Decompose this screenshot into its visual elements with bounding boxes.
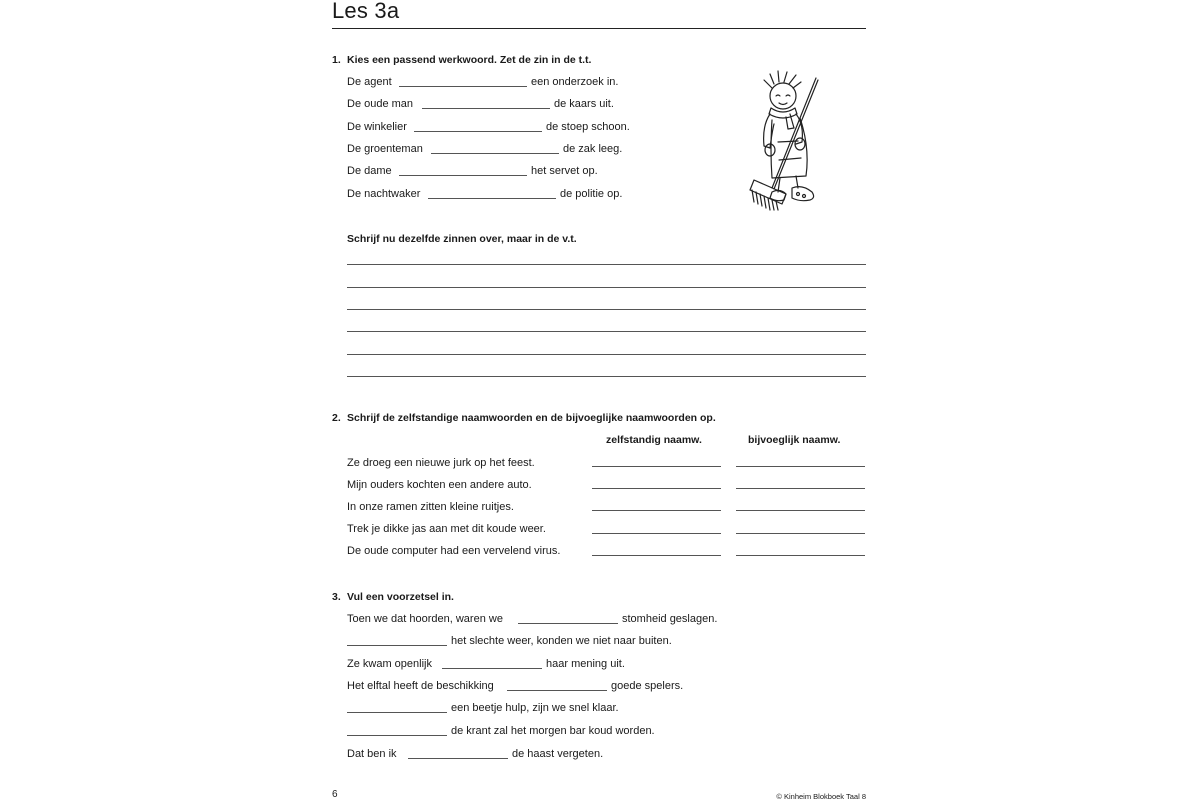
ex3-row-after: het slechte weer, konden we niet naar buiten. bbox=[451, 635, 672, 647]
ex2-sentence: Ze droeg een nieuwe jurk op het feest. bbox=[347, 457, 535, 469]
ex1-row-after: de stoep schoon. bbox=[546, 121, 630, 133]
writing-line[interactable] bbox=[347, 309, 866, 310]
ex3-row-after: een beetje hulp, zijn we snel klaar. bbox=[451, 702, 619, 714]
ex3-answer-line[interactable] bbox=[347, 645, 447, 646]
adjective-answer-line[interactable] bbox=[736, 510, 865, 511]
ex3-row-before: Dat ben ik bbox=[347, 748, 397, 760]
ex2-sentence: De oude computer had een vervelend virus. bbox=[347, 545, 561, 557]
boy-with-broom-illustration bbox=[746, 70, 828, 212]
ex1-row-after: de politie op. bbox=[560, 188, 623, 200]
ex3-answer-line[interactable] bbox=[347, 712, 447, 713]
adjective-answer-line[interactable] bbox=[736, 533, 865, 534]
exercise-2-heading: Schrijf de zelfstandige naamwoorden en de bijvoeglijke naamwoorden op. bbox=[347, 412, 716, 424]
exercise-3-heading: Vul een voorzetsel in. bbox=[347, 591, 454, 603]
ex3-answer-line[interactable] bbox=[408, 758, 508, 759]
exercise-1-heading: Kies een passend werkwoord. Zet de zin in de t.t. bbox=[347, 54, 592, 66]
column-header-zelfstandig: zelfstandig naamw. bbox=[606, 434, 702, 446]
ex3-answer-line[interactable] bbox=[507, 690, 607, 691]
ex1-row-before: De groenteman bbox=[347, 143, 423, 155]
ex1-answer-line[interactable] bbox=[399, 86, 527, 87]
ex1-row-before: De winkelier bbox=[347, 121, 407, 133]
ex3-row-after: de haast vergeten. bbox=[512, 748, 604, 760]
ex1-answer-line[interactable] bbox=[428, 198, 556, 199]
ex2-sentence: In onze ramen zitten kleine ruitjes. bbox=[347, 501, 514, 513]
adjective-answer-line[interactable] bbox=[736, 488, 865, 489]
ex3-row-after: goede spelers. bbox=[611, 680, 684, 692]
adjective-answer-line[interactable] bbox=[736, 466, 865, 467]
noun-answer-line[interactable] bbox=[592, 466, 721, 467]
noun-answer-line[interactable] bbox=[592, 510, 721, 511]
exercise-3-number: 3. bbox=[332, 591, 341, 603]
ex1-row-before: De nachtwaker bbox=[347, 188, 421, 200]
column-header-bijvoeglijk: bijvoeglijk naamw. bbox=[748, 434, 841, 446]
ex1-answer-line[interactable] bbox=[399, 175, 527, 176]
ex3-row-after: stomheid geslagen. bbox=[622, 613, 718, 625]
ex3-answer-line[interactable] bbox=[518, 623, 618, 624]
noun-answer-line[interactable] bbox=[592, 533, 721, 534]
worksheet-page bbox=[332, 0, 866, 800]
writing-line[interactable] bbox=[347, 376, 866, 377]
ex3-row-before: Het elftal heeft de beschikking bbox=[347, 680, 494, 692]
exercise-1-number: 1. bbox=[332, 54, 341, 66]
ex2-sentence: Trek je dikke jas aan met dit koude weer. bbox=[347, 523, 546, 535]
page-number: 6 bbox=[332, 789, 338, 800]
noun-answer-line[interactable] bbox=[592, 488, 721, 489]
ex3-row-after: haar mening uit. bbox=[546, 658, 625, 670]
ex1-answer-line[interactable] bbox=[414, 131, 542, 132]
ex1-answer-line[interactable] bbox=[422, 108, 550, 109]
ex1-answer-line[interactable] bbox=[431, 153, 559, 154]
ex3-answer-line[interactable] bbox=[442, 668, 542, 669]
adjective-answer-line[interactable] bbox=[736, 555, 865, 556]
page-title: Les 3a bbox=[332, 0, 400, 23]
ex3-row-after: de krant zal het morgen bar koud worden. bbox=[451, 725, 655, 737]
exercise-2-number: 2. bbox=[332, 412, 341, 424]
copyright-notice: © Kinheim Blokboek Taal 8 bbox=[776, 792, 866, 801]
ex1-row-before: De dame bbox=[347, 165, 392, 177]
ex2-sentence: Mijn ouders kochten een andere auto. bbox=[347, 479, 532, 491]
noun-answer-line[interactable] bbox=[592, 555, 721, 556]
writing-line[interactable] bbox=[347, 331, 866, 332]
ex1-row-after: een onderzoek in. bbox=[531, 76, 619, 88]
title-divider bbox=[332, 28, 866, 29]
ex1-row-after: het servet op. bbox=[531, 165, 598, 177]
ex1-row-before: De oude man bbox=[347, 98, 414, 110]
ex1-row-after: de kaars uit. bbox=[554, 98, 614, 110]
ex1-row-after: de zak leeg. bbox=[563, 143, 623, 155]
ex3-answer-line[interactable] bbox=[347, 735, 447, 736]
ex3-row-before: Ze kwam openlijk bbox=[347, 658, 432, 670]
ex1-row-before: De agent bbox=[347, 76, 392, 88]
writing-line[interactable] bbox=[347, 354, 866, 355]
ex3-row-before: Toen we dat hoorden, waren we bbox=[347, 613, 503, 625]
exercise-1-subheading: Schrijf nu dezelfde zinnen over, maar in de v.t. bbox=[347, 233, 577, 245]
writing-line[interactable] bbox=[347, 287, 866, 288]
writing-line[interactable] bbox=[347, 264, 866, 265]
